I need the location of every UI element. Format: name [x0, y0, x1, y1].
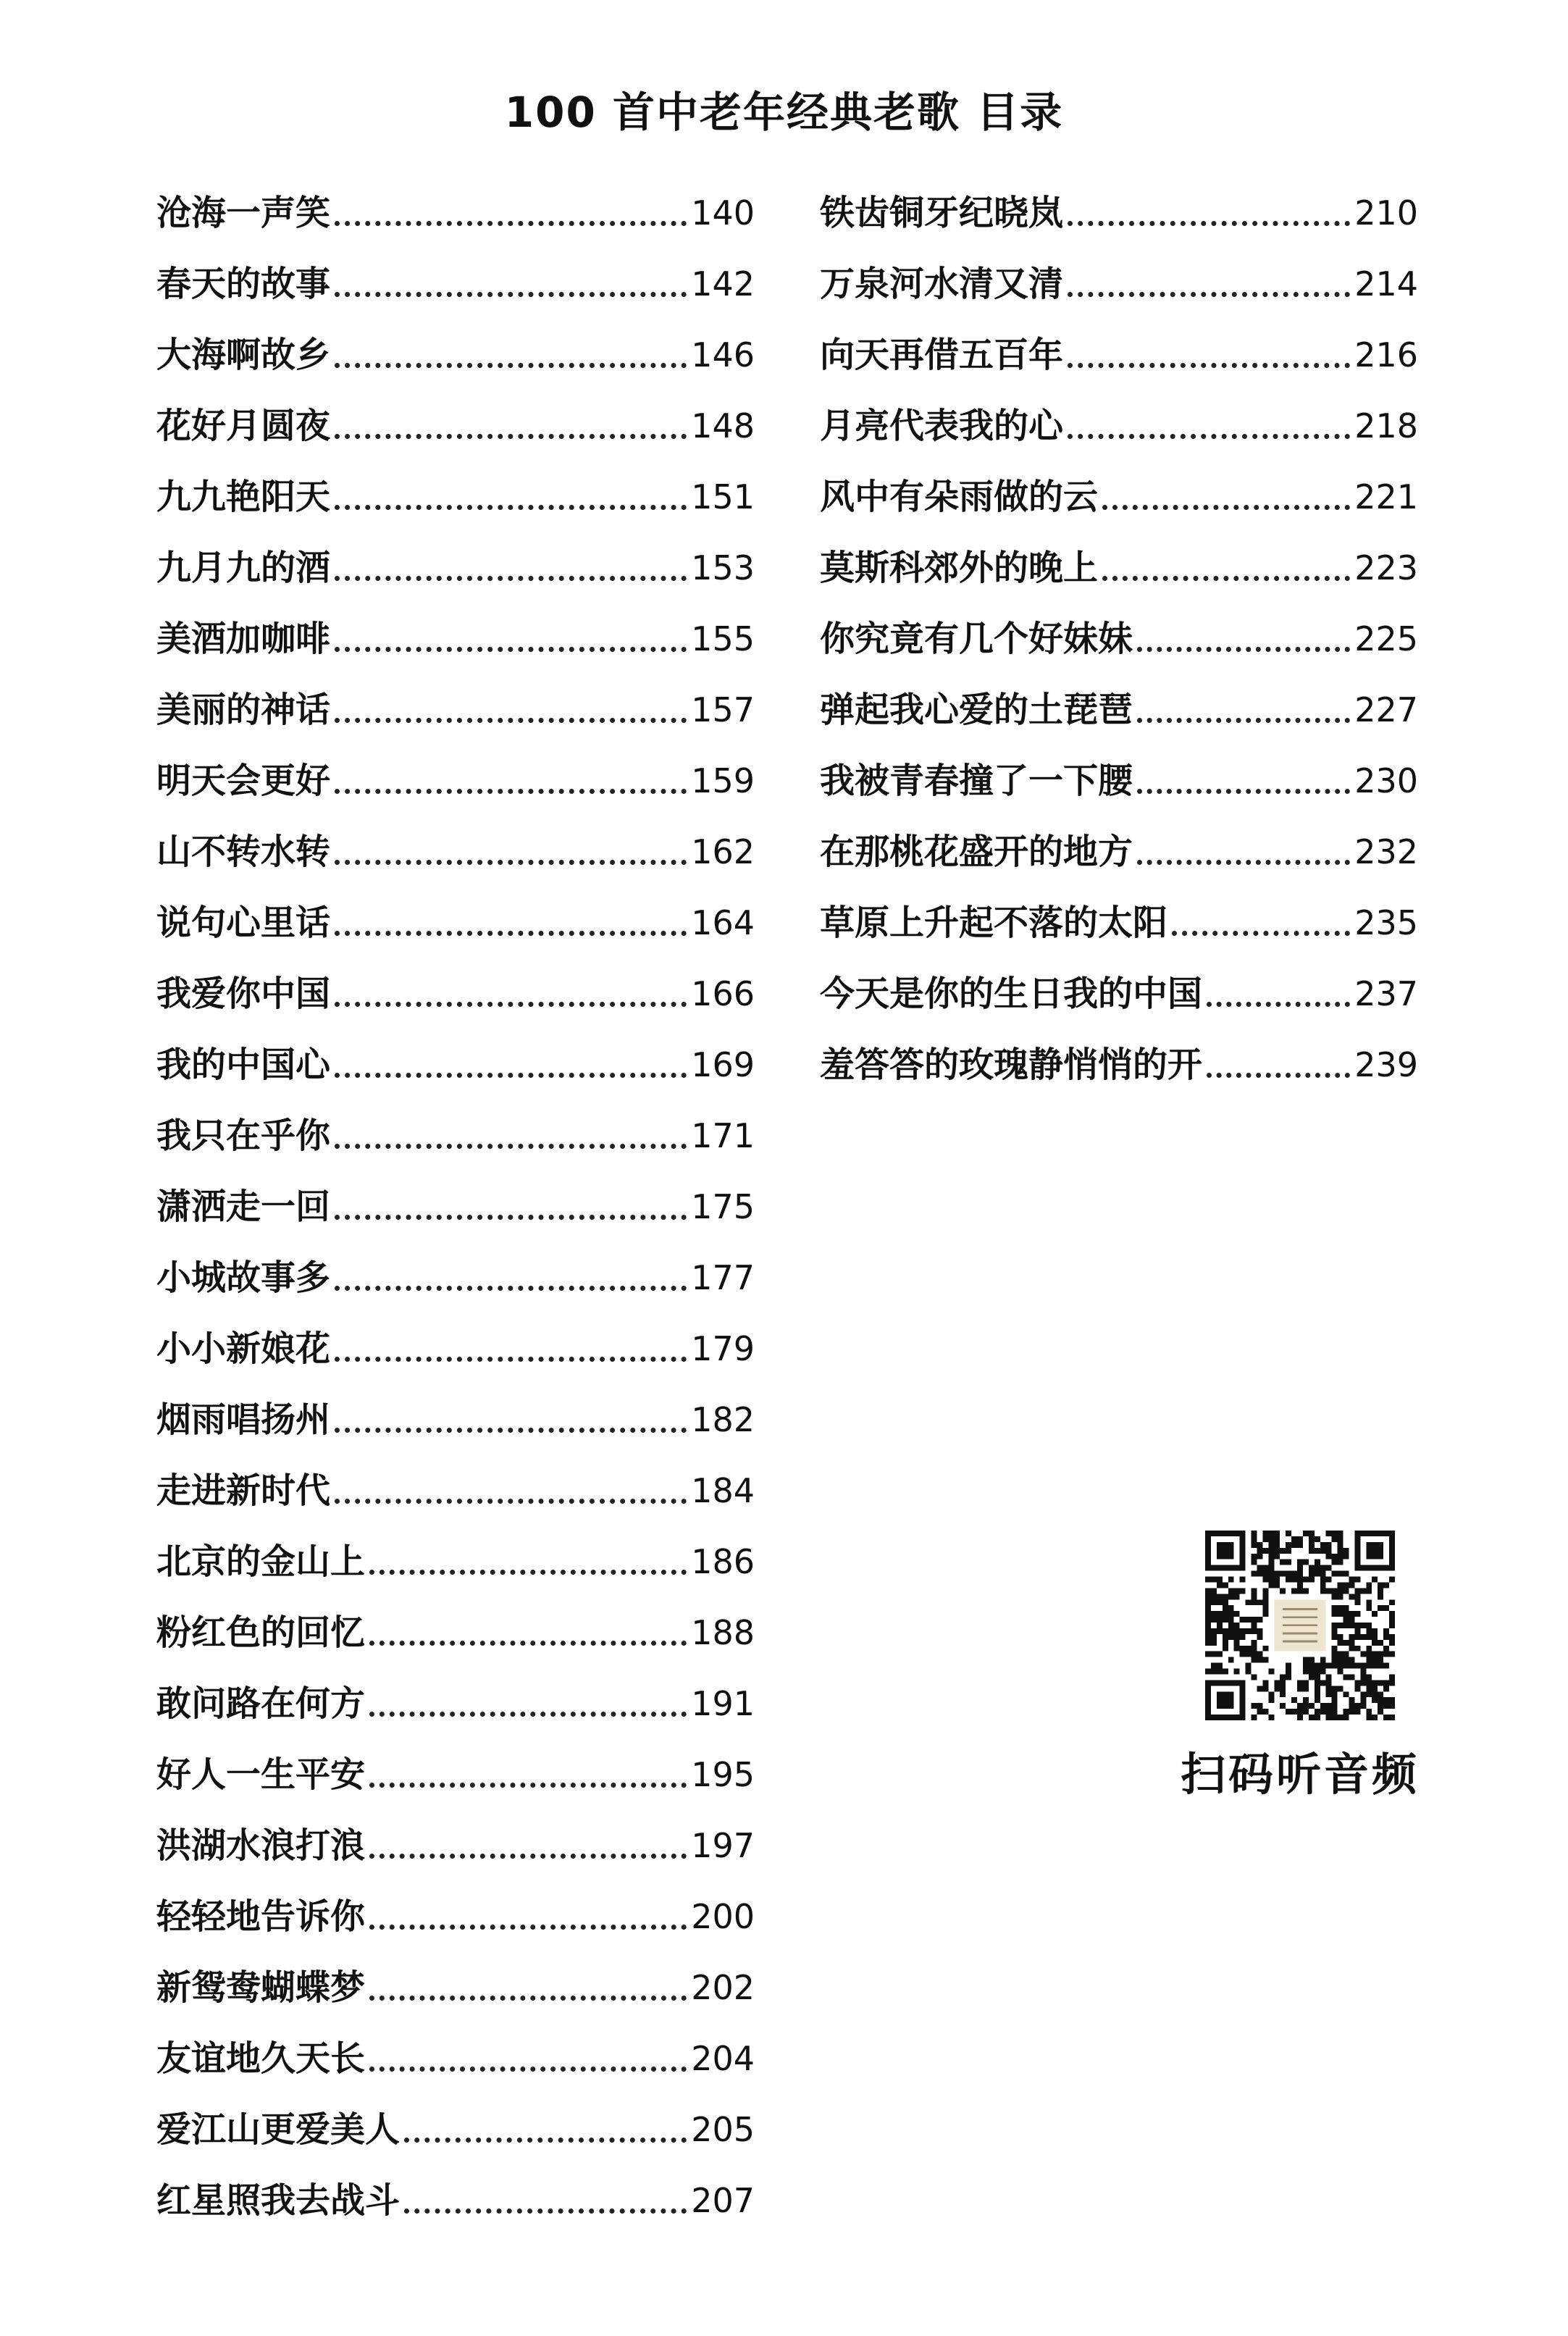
toc-dot-leader — [1137, 718, 1350, 723]
toc-entry[interactable] — [156, 2094, 755, 2165]
toc-entry-title: 向天再借五百年 — [820, 335, 1064, 375]
toc-entry-title: 北京的金山上 — [156, 1541, 366, 1582]
toc-dot-leader — [335, 718, 687, 723]
toc-dot-leader — [335, 931, 687, 936]
toc-dot-leader — [369, 1996, 687, 2001]
toc-entry[interactable] — [820, 532, 1418, 603]
toc-dot-leader — [335, 505, 687, 510]
toc-entry-page: 202 — [691, 1968, 755, 2007]
toc-dot-leader — [335, 647, 687, 652]
toc-entry-page: 162 — [691, 832, 755, 871]
toc-entry[interactable] — [156, 1100, 755, 1171]
toc-entry[interactable] — [156, 319, 755, 390]
toc-entry[interactable] — [156, 1952, 755, 2023]
toc-dot-leader — [335, 292, 687, 297]
toc-entry-page: 232 — [1354, 832, 1418, 871]
toc-entry[interactable] — [156, 461, 755, 532]
toc-entry-page: 166 — [691, 974, 755, 1013]
toc-entry-title: 莫斯科郊外的晚上 — [820, 548, 1099, 588]
toc-column-left — [156, 177, 755, 2236]
toc-entry-page: 197 — [691, 1826, 755, 1865]
toc-entry[interactable] — [156, 390, 755, 461]
toc-dot-leader — [369, 1854, 687, 1859]
toc-entry-page: 230 — [1354, 761, 1418, 800]
toc-dot-leader — [1102, 576, 1350, 581]
toc-entry-page: 200 — [691, 1897, 755, 1936]
toc-dot-leader — [369, 1641, 687, 1646]
toc-entry[interactable] — [156, 1455, 755, 1526]
toc-entry-page: 171 — [691, 1116, 755, 1155]
toc-entry-title: 沧海一声笑 — [156, 193, 331, 233]
toc-entry-title: 新鸳鸯蝴蝶梦 — [156, 1967, 366, 2008]
toc-entry-title: 好人一生平安 — [156, 1754, 366, 1795]
toc-dot-leader — [335, 1144, 687, 1149]
toc-entry-title: 我被青春撞了一下腰 — [820, 761, 1133, 801]
toc-entry-title: 说句心里话 — [156, 903, 331, 943]
toc-dot-leader — [335, 363, 687, 368]
toc-entry-title: 友谊地久天长 — [156, 2038, 366, 2079]
toc-entry-page: 235 — [1354, 903, 1418, 942]
toc-entry[interactable] — [156, 2023, 755, 2094]
toc-dot-leader — [335, 221, 687, 226]
toc-dot-leader — [404, 2209, 687, 2214]
toc-entry-title: 月亮代表我的心 — [820, 406, 1064, 446]
toc-entry[interactable] — [156, 1597, 755, 1668]
toc-dot-leader — [1102, 505, 1350, 510]
toc-entry-page: 186 — [691, 1542, 755, 1581]
toc-dot-leader — [1068, 292, 1350, 297]
toc-entry[interactable] — [820, 177, 1418, 248]
toc-dot-leader — [1068, 221, 1350, 226]
toc-entry-title: 我只在乎你 — [156, 1115, 331, 1156]
toc-entry-page: 191 — [691, 1684, 755, 1723]
toc-entry-title: 山不转水转 — [156, 832, 331, 872]
toc-entry-title: 洪湖水浪打浪 — [156, 1825, 366, 1866]
toc-entry-title: 红星照我去战斗 — [156, 2180, 401, 2221]
toc-entry-page: 207 — [691, 2181, 755, 2220]
toc-entry-page: 216 — [1354, 335, 1418, 374]
toc-entry-page: 237 — [1354, 974, 1418, 1013]
toc-dot-leader — [335, 860, 687, 865]
toc-entry-page: 159 — [691, 761, 755, 800]
toc-dot-leader — [335, 1215, 687, 1220]
toc-entry[interactable] — [820, 319, 1418, 390]
toc-entry[interactable] — [156, 674, 755, 745]
page-title: 100 首中老年经典老歌 目录 — [504, 88, 1064, 137]
toc-entry-page: 164 — [691, 903, 755, 942]
toc-entry[interactable] — [156, 1029, 755, 1100]
toc-entry-title: 大海啊故乡 — [156, 335, 331, 375]
toc-entry-title: 草原上升起不落的太阳 — [820, 903, 1168, 943]
toc-entry-title: 美丽的神话 — [156, 690, 331, 730]
toc-entry-title: 九月九的酒 — [156, 548, 331, 588]
toc-entry-title: 我的中国心 — [156, 1044, 331, 1085]
toc-entry[interactable] — [820, 745, 1418, 816]
toc-entry[interactable] — [156, 1313, 755, 1384]
toc-dot-leader — [1137, 647, 1350, 652]
toc-dot-leader — [335, 434, 687, 439]
toc-entry-page: 140 — [691, 193, 755, 233]
toc-entry[interactable] — [820, 461, 1418, 532]
toc-entry-page: 155 — [691, 619, 755, 658]
toc-entry[interactable] — [820, 674, 1418, 745]
toc-entry-page: 210 — [1354, 193, 1418, 233]
toc-entry[interactable] — [156, 958, 755, 1029]
toc-entry[interactable] — [820, 248, 1418, 319]
toc-entry-page: 214 — [1354, 264, 1418, 303]
toc-column-right — [820, 177, 1418, 1100]
toc-entry-page: 177 — [691, 1258, 755, 1297]
toc-entry-page: 179 — [691, 1329, 755, 1368]
toc-entry-title: 铁齿铜牙纪晓岚 — [820, 193, 1064, 233]
toc-entry[interactable] — [820, 887, 1418, 958]
toc-entry-title: 我爱你中国 — [156, 974, 331, 1014]
toc-entry-page: 169 — [691, 1045, 755, 1084]
toc-entry-title: 美酒加咖啡 — [156, 619, 331, 659]
toc-entry-page: 157 — [691, 690, 755, 729]
toc-entry-title: 花好月圆夜 — [156, 406, 331, 446]
toc-entry-page: 223 — [1354, 548, 1418, 587]
toc-dot-leader — [335, 1357, 687, 1362]
toc-entry[interactable] — [820, 390, 1418, 461]
toc-entry-page: 227 — [1354, 690, 1418, 729]
toc-entry-title: 九九艳阳天 — [156, 477, 331, 517]
toc-entry-page: 142 — [691, 264, 755, 303]
toc-dot-leader — [369, 1712, 687, 1717]
toc-entry-title: 弹起我心爱的土琵琶 — [820, 690, 1133, 730]
toc-entry-title: 今天是你的生日我的中国 — [820, 974, 1203, 1014]
toc-dot-leader — [369, 1925, 687, 1930]
toc-dot-leader — [1207, 1002, 1350, 1007]
toc-dot-leader — [1172, 931, 1350, 936]
toc-entry-page: 225 — [1354, 619, 1418, 658]
toc-dot-leader — [1207, 1073, 1350, 1078]
toc-entry-page: 148 — [691, 406, 755, 445]
toc-dot-leader — [335, 1002, 687, 1007]
toc-entry[interactable] — [156, 1384, 755, 1455]
toc-entry-title: 小小新娘花 — [156, 1328, 331, 1369]
toc-entry[interactable] — [820, 958, 1418, 1029]
toc-entry-page: 204 — [691, 2039, 755, 2078]
toc-entry-title: 潇洒走一回 — [156, 1186, 331, 1227]
toc-entry-title: 你究竟有几个好妹妹 — [820, 619, 1133, 659]
toc-entry-title: 小城故事多 — [156, 1257, 331, 1298]
toc-entry-page: 175 — [691, 1187, 755, 1226]
toc-dot-leader — [335, 576, 687, 581]
toc-entry-title: 爱江山更爱美人 — [156, 2109, 401, 2150]
toc-entry-title: 明天会更好 — [156, 761, 331, 801]
toc-entry[interactable] — [156, 887, 755, 958]
toc-entry[interactable] — [156, 816, 755, 887]
toc-entry[interactable] — [820, 603, 1418, 674]
toc-entry-title: 万泉河水清又清 — [820, 264, 1064, 304]
toc-entry-page: 182 — [691, 1400, 755, 1439]
toc-entry[interactable] — [156, 1171, 755, 1242]
toc-entry[interactable] — [156, 603, 755, 674]
toc-entry-page: 239 — [1354, 1045, 1418, 1084]
toc-entry[interactable] — [820, 816, 1418, 887]
toc-dot-leader — [1068, 363, 1350, 368]
toc-entry-page: 195 — [691, 1755, 755, 1794]
toc-entry-page: 218 — [1354, 406, 1418, 445]
toc-entry[interactable] — [156, 177, 755, 248]
toc-entry-title: 风中有朵雨做的云 — [820, 477, 1099, 517]
toc-dot-leader — [335, 1073, 687, 1078]
qr-code-icon[interactable] — [1205, 1531, 1395, 1720]
toc-entry[interactable] — [156, 1242, 755, 1313]
toc-dot-leader — [369, 1783, 687, 1788]
toc-entry-title: 春天的故事 — [156, 264, 331, 304]
toc-entry[interactable] — [156, 248, 755, 319]
toc-entry-page: 153 — [691, 548, 755, 587]
toc-dot-leader — [404, 2138, 687, 2143]
toc-entry[interactable] — [156, 1668, 755, 1739]
toc-entry[interactable] — [156, 532, 755, 603]
toc-entry-title: 在那桃花盛开的地方 — [820, 832, 1133, 872]
toc-dot-leader — [1068, 434, 1350, 439]
toc-entry[interactable] — [156, 745, 755, 816]
toc-entry[interactable] — [156, 1526, 755, 1597]
toc-entry-title: 敢问路在何方 — [156, 1683, 366, 1724]
toc-entry-title: 粉红色的回忆 — [156, 1612, 366, 1653]
toc-dot-leader — [369, 2067, 687, 2072]
toc-entry[interactable] — [156, 1739, 755, 1810]
toc-entry-page: 151 — [691, 477, 755, 516]
toc-dot-leader — [335, 1428, 687, 1433]
toc-dot-leader — [1137, 860, 1350, 865]
toc-entry-page: 146 — [691, 335, 755, 374]
toc-entry-page: 188 — [691, 1613, 755, 1652]
toc-entry[interactable] — [820, 1029, 1418, 1100]
toc-dot-leader — [335, 1286, 687, 1291]
toc-entry-page: 205 — [691, 2110, 755, 2149]
toc-entry-title: 轻轻地告诉你 — [156, 1896, 366, 1937]
toc-entry-title: 走进新时代 — [156, 1470, 331, 1511]
toc-dot-leader — [335, 1499, 687, 1504]
toc-entry-title: 羞答答的玫瑰静悄悄的开 — [820, 1044, 1203, 1085]
toc-dot-leader — [1137, 789, 1350, 794]
toc-entry[interactable] — [156, 1810, 755, 1881]
toc-entry-page: 184 — [691, 1471, 755, 1510]
toc-entry-page: 221 — [1354, 477, 1418, 516]
toc-entry[interactable] — [156, 1881, 755, 1952]
toc-dot-leader — [369, 1570, 687, 1575]
toc-entry-title: 烟雨唱扬州 — [156, 1399, 331, 1440]
toc-entry[interactable] — [156, 2165, 755, 2236]
qr-caption: 扫码听音频 — [1180, 1748, 1420, 1801]
toc-dot-leader — [335, 789, 687, 794]
